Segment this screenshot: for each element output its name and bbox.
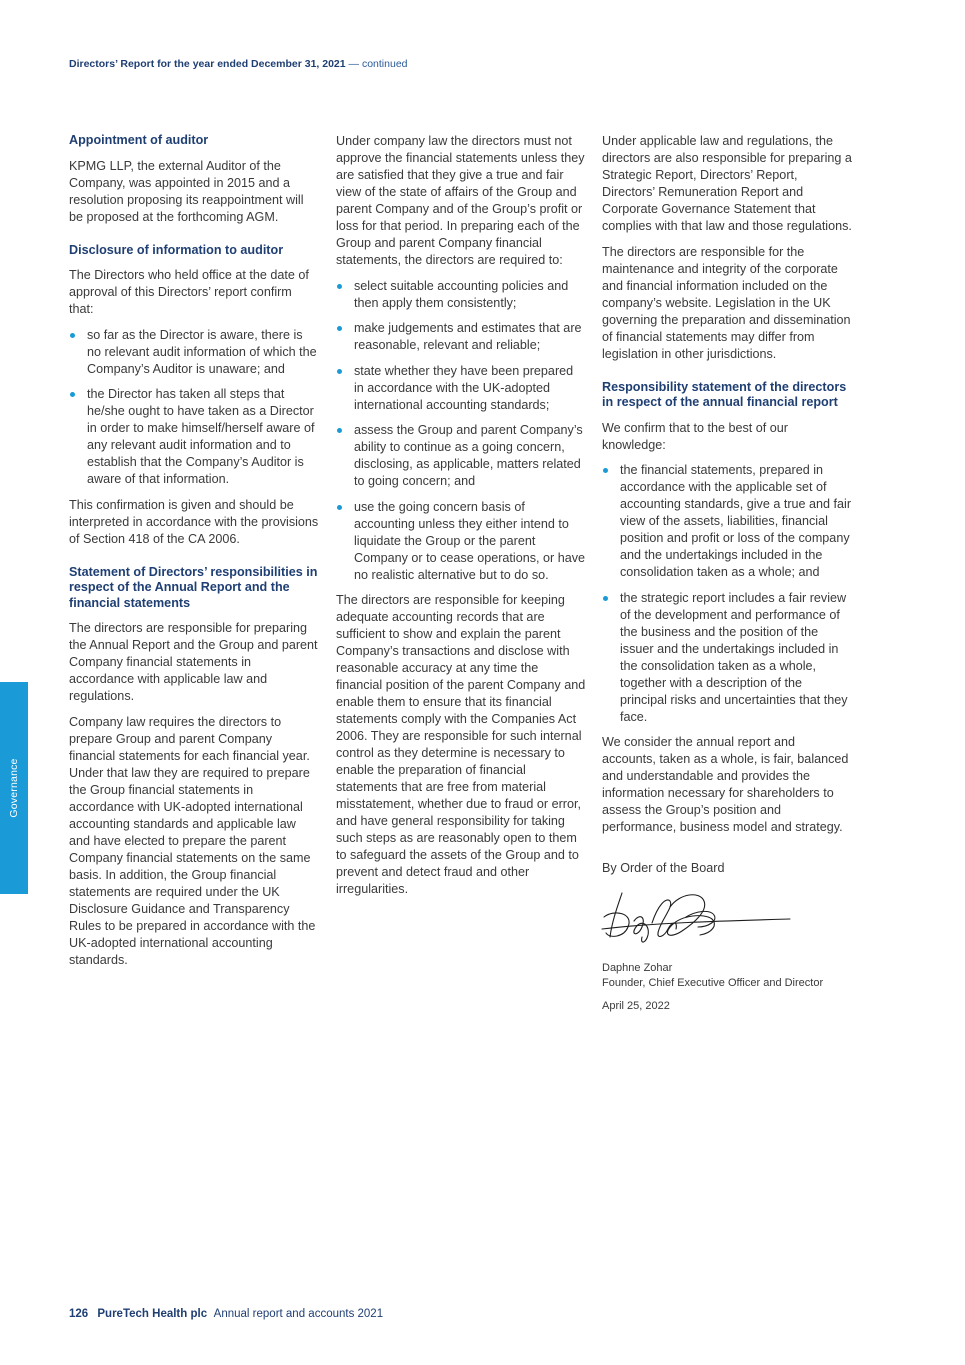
bullet-text: the strategic report includes a fair review of the development and performance of the business and the position of the issuer and the undertakings included in the consolidation taken as a whole, together with a description of the principal risks and uncertainties that they face. (620, 590, 848, 724)
bullet-item (69, 327, 319, 378)
heading-statement-of-responsibilities: Statement of Directors’ responsibilities in respect of the Annual Report and the financial statements (69, 564, 318, 610)
bullet-item (336, 320, 586, 354)
paragraph: The directors are responsible for preparing the Annual Report and the Group and parent Company financial statements in accordance with applicable law and regulations. (69, 621, 318, 704)
bullet-item (336, 422, 586, 490)
bullet-text: use the going concern basis of accounting unless they either intend to liquidate the Group or the parent Company or to cease operations, or have no realistic alternative but to do so. (354, 499, 586, 582)
header-title: Directors’ Report for the year ended December 31, 2021 (69, 58, 346, 70)
bullet-icon (603, 468, 608, 473)
bullet-item (602, 462, 852, 581)
bullet-text: state whether they have been prepared in accordance with the UK-adopted international accounting standards; (354, 363, 574, 412)
bullet-icon (337, 369, 342, 374)
section-tab-label: Governance (8, 758, 20, 818)
signer-title: Founder, Chief Executive Officer and Director (602, 977, 824, 990)
bullet-text: the Director has taken all steps that he/she ought to have taken as a Director in order to make himself/herself aware of any relevant audit information and to establish that the Company’s Auditor is aware of that information. (87, 387, 315, 487)
bullet-item (336, 363, 586, 414)
paragraph: This confirmation is given and should be interpreted in accordance with the provisions of Section 418 of the CA 2006. (69, 497, 319, 546)
page-footer (69, 1308, 383, 1320)
bullet-icon (70, 333, 75, 338)
bullet-item (602, 590, 852, 726)
bullet-icon (337, 505, 342, 510)
paragraph: The Directors who held office at the date of approval of this Directors’ report confirm that: (69, 268, 309, 317)
bullet-icon (70, 392, 75, 397)
publication-name: Annual report and accounts 2021 (213, 1308, 384, 1320)
paragraph: We confirm that to the best of our knowledge: (602, 420, 788, 452)
running-header (69, 58, 408, 70)
section-tab-governance (0, 682, 28, 894)
column-left (69, 133, 319, 977)
bullet-text: assess the Group and parent Company’s ability to continue as a going concern, disclosing, as applicable, matters related to going concern; and (354, 423, 583, 488)
header-continued: — continued (348, 58, 408, 70)
heading-responsibility-statement: Responsibility statement of the directors in respect of the annual financial report (602, 379, 847, 410)
bullet-icon (337, 326, 342, 331)
bullet-list (336, 278, 586, 584)
column-right (602, 133, 852, 1023)
by-order-of-board: By Order of the Board (602, 861, 725, 876)
paragraph: We consider the annual report and accounts, taken as a whole, is fair, balanced and understandable and provides the information necessary for shareholders to assess the Group’s position and performance, business model and strategy. (602, 735, 849, 835)
bullet-list (602, 462, 852, 726)
paragraph: The directors are responsible for the maintenance and integrity of the corporate and financial information included on the company’s website. Legislation in the UK governing the preparation and dissemination of financial statements may differ from legislation in other jurisdictions. (602, 244, 851, 361)
page-number: 126 (69, 1308, 89, 1320)
company-name: PureTech Health plc (97, 1308, 208, 1320)
paragraph: The directors are responsible for keeping adequate accounting records that are sufficient to show and explain the parent Company’s transactions and disclose with reasonable accuracy at any time the financial position of the parent Company and enable them to ensure that its financial statements comply with the Companies Act 2006. They are responsible for such internal control as they determine is necessary to enable the preparation of financial statements that are free from material misstatement, whether due to fraud or error, and have general responsibility for taking such steps as are reasonably open to them to safeguard the assets of the Group and to prevent and detect fraud and other irregularities. (336, 593, 586, 896)
bullet-icon (337, 284, 342, 289)
bullet-item (336, 499, 586, 584)
bullet-text: the financial statements, prepared in accordance with the applicable set of accounting standards, give a true and fair view of the assets, liabilities, financial position and profit or loss of the company and the undertakings included in the consolidation taken as a whole; and (620, 463, 852, 580)
signer-name: Daphne Zohar (602, 962, 673, 975)
signature-image (600, 887, 800, 949)
paragraph: KPMG LLP, the external Auditor of the Company, was appointed in 2015 and a resolution proposing its reappointment will be proposed at the forthcoming AGM. (69, 158, 304, 224)
heading-disclosure-to-auditor: Disclosure of information to auditor (69, 242, 284, 257)
paragraph: Under applicable law and regulations, the directors are also responsible for preparing a Strategic Report, Directors’ Report, Directors’ Remuneration Report and Corporate Governance Statement that complies with that law and those regulations. (602, 134, 852, 233)
bullet-item (336, 278, 586, 312)
bullet-text: select suitable accounting policies and then apply them consistently; (354, 278, 569, 310)
heading-appointment-of-auditor: Appointment of auditor (69, 133, 209, 147)
paragraph: Company law requires the directors to prepare Group and parent Company financial statements for each financial year. Under that law they are required to prepare the Group financial statements in accordance with UK-adopted international accounting standards and applicable law and have elected to prepare the parent Company financial statements on the same basis. In addition, the Group financial statements are required under the UK Disclosure Guidance and Transparency Rules to be prepared in accordance with the UK-adopted international accounting standards. (69, 714, 316, 967)
column-middle (336, 133, 586, 907)
bullet-item (69, 386, 319, 488)
paragraph: Under company law the directors must not approve the financial statements unless they are satisfied that they give a true and fair view of the state of affairs of the Group and parent Company and of the Group’s profit or loss for that period. In preparing each of the Group and parent Company financial statements, the directors are required to: (336, 134, 585, 267)
bullet-text: so far as the Director is aware, there is no relevant audit information of which the Company’s Auditor is unaware; and (87, 327, 317, 376)
signature-date: April 25, 2022 (602, 1000, 670, 1013)
bullet-icon (337, 428, 342, 433)
bullet-icon (603, 596, 608, 601)
bullet-list (69, 327, 319, 489)
bullet-text: make judgements and estimates that are reasonable, relevant and reliable; (354, 321, 582, 352)
